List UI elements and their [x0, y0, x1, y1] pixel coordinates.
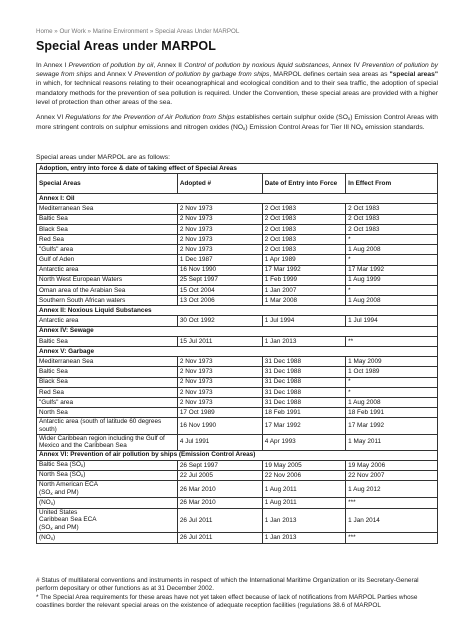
- cell-entry: 2 Oct 1983: [262, 245, 345, 255]
- cell-adopted: 15 Jul 2011: [177, 336, 262, 346]
- table-row: [37, 377, 438, 387]
- cell-entry: 2 Oct 1983: [262, 224, 345, 234]
- area-text: and PM): [52, 523, 79, 531]
- header-in-effect-from: In Effect From: [346, 174, 438, 194]
- list-intro: Special areas under MARPOL are as follows:: [36, 154, 170, 161]
- cell-adopted: 26 Jul 2011: [177, 533, 262, 543]
- table-row: [37, 224, 438, 234]
- annex-title: Regulations for the Prevention of Air Pollution from Ships: [65, 114, 235, 121]
- cell-adopted: 25 Sept 1997: [177, 275, 262, 285]
- breadcrumb-separator: »: [87, 28, 91, 35]
- section-annex2: Annex II: Noxious Liquid Substances: [37, 306, 438, 316]
- cell-effect: ***: [346, 533, 438, 543]
- cell-adopted: 2 Nov 1973: [177, 224, 262, 234]
- cell-entry: 22 Nov 2006: [262, 471, 345, 481]
- breadcrumb-marine-environment[interactable]: Marine Environment: [92, 28, 149, 35]
- cell-effect: 17 Mar 1992: [346, 418, 438, 434]
- cell-effect: 17 Mar 1992: [346, 265, 438, 275]
- cell-effect: 2 Oct 1983: [346, 224, 438, 234]
- cell-entry: 1 Jul 1994: [262, 316, 345, 326]
- annex-title: Prevention of pollution by oil: [68, 62, 154, 69]
- area-text: Baltic Sea (SO: [39, 461, 81, 469]
- table-row: [37, 234, 438, 244]
- cell-adopted: 1 Dec 1987: [177, 255, 262, 265]
- cell-adopted: 2 Nov 1973: [177, 357, 262, 367]
- cell-entry: 1 Jan 2013: [262, 508, 345, 533]
- cell-area: "Gulfs" area: [37, 397, 178, 407]
- cell-entry: 1 Jan 2007: [262, 285, 345, 295]
- annex4-rows: [37, 336, 438, 346]
- intro-text: and Annex V: [92, 71, 135, 79]
- cell-area: Oman area of the Arabian Sea: [37, 285, 178, 295]
- cell-entry: 4 Apr 1993: [262, 434, 345, 450]
- footnote-hash: # Status of multilateral conventions and instruments in respect of which the International Maritime Organization or its Secretary-General perform depositary or other functions as at 31 December 2002.: [36, 577, 419, 593]
- subscript: x: [243, 126, 246, 132]
- area-text: ): [83, 471, 86, 479]
- section-row: [37, 450, 438, 460]
- subscript: x: [50, 525, 53, 531]
- cell-entry: 18 Feb 1991: [262, 408, 345, 418]
- cell-area: Antarctic area (south of latitude 60 degrees south): [37, 418, 178, 434]
- cell-adopted: 17 Oct 1989: [177, 408, 262, 418]
- cell-adopted: 2 Nov 1973: [177, 234, 262, 244]
- annex6-text: ) Emission Control Areas for Tier III NO: [245, 124, 361, 132]
- cell-area: [37, 533, 178, 543]
- special-areas-term: "special areas": [389, 71, 438, 79]
- footnotes: [36, 577, 438, 611]
- table-row: [37, 214, 438, 224]
- subscript: x: [80, 463, 84, 469]
- breadcrumb-our-work[interactable]: Our Work: [59, 28, 86, 35]
- annex-title: Prevention of pollution by sewage from ships: [36, 62, 438, 79]
- cell-adopted: 26 Mar 2010: [177, 498, 262, 508]
- cell-area: Baltic Sea: [37, 336, 178, 346]
- annex-title: Prevention of pollution by garbage from ships: [134, 71, 270, 79]
- area-text: and PM): [52, 488, 79, 496]
- cell-adopted: 2 Nov 1973: [177, 245, 262, 255]
- cell-adopted: 26 Jul 2011: [177, 508, 262, 533]
- table-row: [37, 498, 438, 508]
- intro-paragraph: [36, 61, 438, 107]
- section-row: [37, 194, 438, 204]
- intro-text: , Annex II: [153, 62, 185, 69]
- table-row: [37, 408, 438, 418]
- area-text: (NO: [39, 533, 51, 541]
- area-text: (SO: [39, 523, 51, 531]
- section-annex4: Annex IV: Sewage: [37, 326, 438, 336]
- subscript: x: [80, 473, 84, 479]
- cell-effect: 22 Nov 2007: [346, 471, 438, 481]
- cell-effect: 1 May 2009: [346, 357, 438, 367]
- table-row: [37, 316, 438, 326]
- cell-area: North West European Waters: [37, 275, 178, 285]
- area-text: Caribbean Sea ECA: [39, 516, 97, 524]
- cell-area: "Gulfs" area: [37, 245, 178, 255]
- table-row: [37, 204, 438, 214]
- subscript: x: [360, 126, 364, 132]
- intro-text: In Annex I: [36, 62, 69, 69]
- cell-effect: *: [346, 377, 438, 387]
- header-adopted: Adopted #: [177, 174, 262, 194]
- cell-area: Mediterranean Sea: [37, 204, 178, 214]
- table-row: [37, 471, 438, 481]
- table-row: [37, 357, 438, 367]
- cell-adopted: 26 Sept 1997: [177, 460, 262, 470]
- cell-effect: 1 Aug 2012: [346, 481, 438, 498]
- cell-adopted: 26 Mar 2010: [177, 481, 262, 498]
- cell-effect: *: [346, 387, 438, 397]
- cell-area: Red Sea: [37, 234, 178, 244]
- table-caption-row: [37, 164, 438, 174]
- cell-effect: 1 Aug 2008: [346, 245, 438, 255]
- breadcrumb-separator: »: [149, 28, 154, 35]
- cell-area: Gulf of Aden: [37, 255, 178, 265]
- table-row: [37, 533, 438, 543]
- area-text: ): [83, 461, 86, 469]
- section-annex5: Annex V: Garbage: [37, 347, 438, 357]
- cell-effect: *: [346, 234, 438, 244]
- intro-text: , MARPOL defines certain sea areas as: [269, 71, 390, 79]
- subscript: x: [50, 500, 54, 506]
- cell-adopted: 13 Oct 2006: [177, 296, 262, 306]
- table-row: [37, 255, 438, 265]
- cell-area: Black Sea: [37, 377, 178, 387]
- section-annex1: Annex I: Oil: [37, 194, 438, 204]
- cell-effect: 19 May 2006: [346, 460, 438, 470]
- subscript: x: [50, 535, 54, 541]
- section-row: [37, 306, 438, 316]
- cell-entry: 1 Mar 2008: [262, 296, 345, 306]
- area-text: (SO: [39, 488, 51, 496]
- special-areas-table: [36, 163, 438, 544]
- cell-area: Southern South African waters: [37, 296, 178, 306]
- cell-adopted: 4 Jul 1991: [177, 434, 262, 450]
- breadcrumb-separator: »: [54, 28, 58, 35]
- cell-area: [37, 471, 178, 481]
- annex6-paragraph: [36, 113, 438, 133]
- table-row: [37, 367, 438, 377]
- table-row: [37, 481, 438, 498]
- cell-effect: 1 Oct 1989: [346, 367, 438, 377]
- cell-adopted: 30 Oct 1992: [177, 316, 262, 326]
- cell-area: [37, 460, 178, 470]
- section-row: [37, 347, 438, 357]
- table-row: [37, 285, 438, 295]
- annex6-text: ) Emission Control Areas with more stringent controls on sulphur emissions and nitrogen oxides (NO: [36, 114, 439, 132]
- cell-area: Antarctic area: [37, 265, 178, 275]
- cell-adopted: 2 Nov 1973: [177, 387, 262, 397]
- area-text: (NO: [39, 498, 51, 506]
- cell-area: [37, 508, 178, 533]
- section-annex6: Annex VI: Prevention of air pollution by ships (Emission Control Areas): [37, 450, 438, 460]
- cell-area: Baltic Sea: [37, 214, 178, 224]
- annex2-rows: [37, 316, 438, 326]
- cell-effect: 1 Aug 1999: [346, 275, 438, 285]
- area-text: ): [53, 533, 56, 541]
- intro-text: , Annex IV: [328, 62, 362, 69]
- table-row: [37, 387, 438, 397]
- cell-adopted: 2 Nov 1973: [177, 397, 262, 407]
- table-row: [37, 460, 438, 470]
- cell-area: Black Sea: [37, 224, 178, 234]
- cell-entry: 2 Oct 1983: [262, 214, 345, 224]
- intro-text: in which, for technical reasons relating to their oceanographical and ecological condition and to their sea traffic, the adoption of special mandatory methods for the prevention of sea pollution is required. Under the Convention, these special areas are provided with a higher level of protection than other areas of the sea.: [36, 80, 438, 106]
- cell-entry: 31 Dec 1988: [262, 377, 345, 387]
- subscript: x: [50, 490, 53, 496]
- cell-adopted: 16 Nov 1990: [177, 265, 262, 275]
- cell-effect: 1 Jan 2014: [346, 508, 438, 533]
- cell-effect: 1 Aug 2008: [346, 296, 438, 306]
- cell-area: [37, 498, 178, 508]
- cell-entry: 1 Feb 1999: [262, 275, 345, 285]
- cell-adopted: 22 Jul 2005: [177, 471, 262, 481]
- cell-effect: 1 Jul 1994: [346, 316, 438, 326]
- breadcrumb-home[interactable]: Home: [36, 28, 53, 35]
- table-row: [37, 245, 438, 255]
- header-special-areas: Special Areas: [37, 174, 178, 194]
- cell-adopted: 2 Nov 1973: [177, 377, 262, 387]
- cell-effect: **: [346, 336, 438, 346]
- cell-effect: *: [346, 255, 438, 265]
- cell-adopted: 2 Nov 1973: [177, 367, 262, 377]
- cell-entry: 31 Dec 1988: [262, 397, 345, 407]
- cell-entry: 2 Oct 1983: [262, 234, 345, 244]
- cell-entry: 1 Jan 2013: [262, 336, 345, 346]
- annex-title: Control of pollution by noxious liquid substances: [184, 62, 329, 69]
- area-text: United States: [39, 508, 78, 516]
- cell-area: Red Sea: [37, 387, 178, 397]
- cell-adopted: 15 Oct 2004: [177, 285, 262, 295]
- annex6-text: establishes certain sulphur oxide (SO: [234, 114, 348, 121]
- table-row: [37, 296, 438, 306]
- area-text: ): [53, 498, 56, 506]
- breadcrumb: [36, 28, 239, 35]
- table-row: [37, 418, 438, 434]
- cell-effect: 2 Oct 1983: [346, 214, 438, 224]
- cell-adopted: 2 Nov 1973: [177, 204, 262, 214]
- cell-effect: 2 Oct 1983: [346, 204, 438, 214]
- cell-area: Wider Caribbean region including the Gulf of Mexico and the Caribbean Sea: [37, 434, 178, 450]
- cell-entry: 31 Dec 1988: [262, 387, 345, 397]
- cell-area: Baltic Sea: [37, 367, 178, 377]
- table-row: [37, 434, 438, 450]
- header-entry-into-force: Date of Entry into Force: [262, 174, 345, 194]
- cell-effect: 1 Aug 2008: [346, 397, 438, 407]
- cell-entry: 17 Mar 1992: [262, 418, 345, 434]
- annex5-rows: [37, 357, 438, 451]
- cell-entry: 17 Mar 1992: [262, 265, 345, 275]
- cell-entry: 1 Aug 2011: [262, 498, 345, 508]
- cell-entry: 19 May 2005: [262, 460, 345, 470]
- table-caption: Adoption, entry into force & date of taking effect of Special Areas: [37, 164, 438, 174]
- table-row: [37, 265, 438, 275]
- page-title: Special Areas under MARPOL: [36, 39, 216, 53]
- table-row: [37, 336, 438, 346]
- cell-adopted: 2 Nov 1973: [177, 214, 262, 224]
- annex6-text: emission standards.: [363, 124, 425, 132]
- area-text: North American ECA: [39, 481, 98, 489]
- cell-area: Mediterranean Sea: [37, 357, 178, 367]
- table-row: [37, 275, 438, 285]
- annex6-text: Annex VI: [36, 114, 66, 121]
- cell-entry: 1 Aug 2011: [262, 481, 345, 498]
- cell-area: North Sea: [37, 408, 178, 418]
- annex1-rows: [37, 204, 438, 306]
- cell-entry: 2 Oct 1983: [262, 204, 345, 214]
- table-row: [37, 508, 438, 533]
- cell-area: Antarctic area: [37, 316, 178, 326]
- table-row: [37, 397, 438, 407]
- footnote-star: * The Special Area requirements for these areas have not yet taken effect because of lack of notifications from MARPOL Parties whose coastlines border the relevant special areas on the existence of adequate reception facilities (regulations 38.6 of MARPOL: [36, 593, 418, 610]
- cell-entry: 1 Apr 1989: [262, 255, 345, 265]
- cell-effect: ***: [346, 498, 438, 508]
- breadcrumb-current: Special Areas Under MARPOL: [155, 28, 240, 35]
- cell-effect: 18 Feb 1991: [346, 408, 438, 418]
- cell-entry: 31 Dec 1988: [262, 357, 345, 367]
- section-row: [37, 326, 438, 336]
- area-text: North Sea (SO: [39, 471, 81, 479]
- cell-area: [37, 481, 178, 498]
- subscript: x: [347, 116, 351, 121]
- cell-entry: 1 Jan 2013: [262, 533, 345, 543]
- cell-effect: 1 May 2011: [346, 434, 438, 450]
- cell-adopted: 16 Nov 1990: [177, 418, 262, 434]
- cell-entry: 31 Dec 1988: [262, 367, 345, 377]
- cell-effect: *: [346, 285, 438, 295]
- table-header-row: [37, 174, 438, 194]
